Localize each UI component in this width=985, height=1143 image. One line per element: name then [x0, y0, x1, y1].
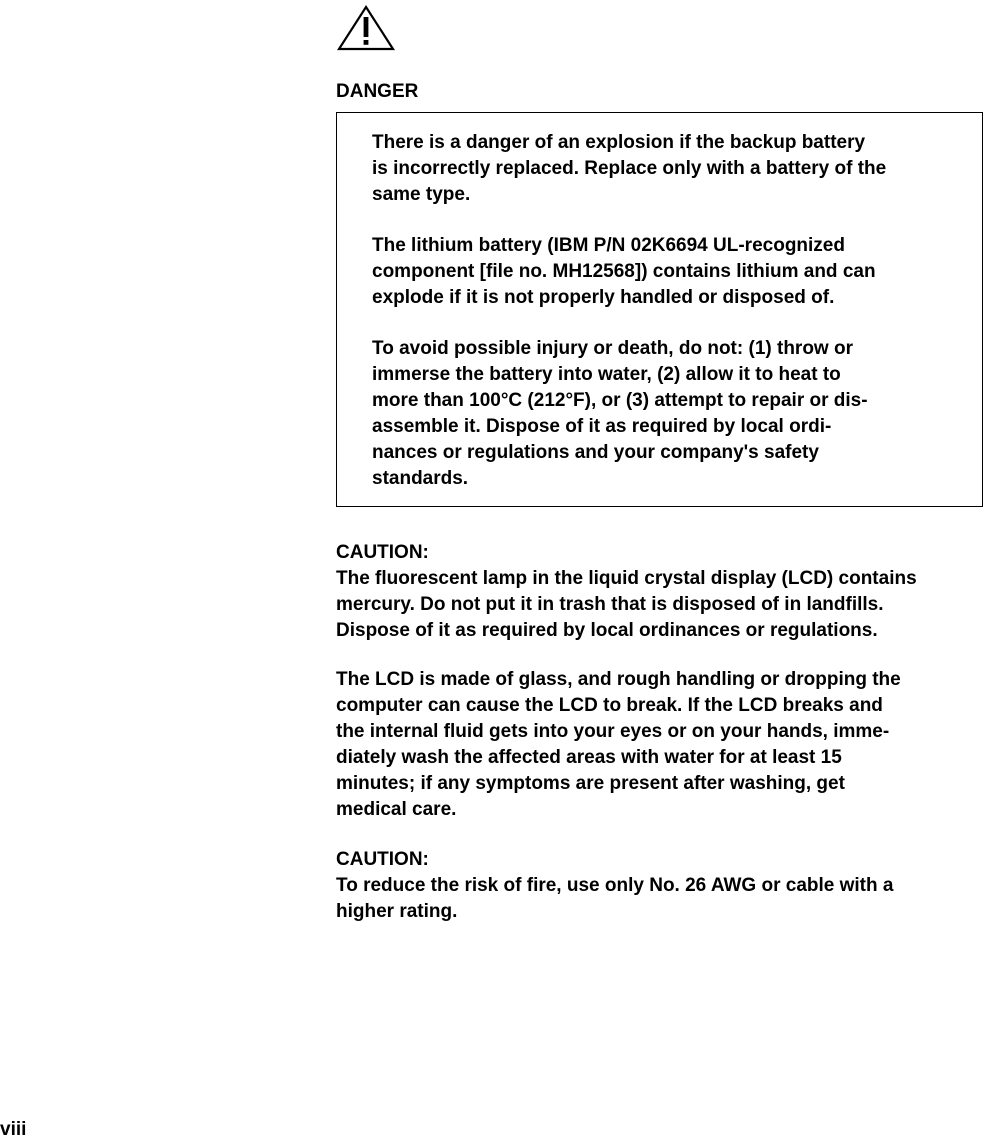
caution-lcd-heading: CAUTION: [336, 542, 429, 563]
danger-paragraph-injury-avoidance: To avoid possible injury or death, do not: (1) throw or immerse the battery into water, (2) allow it to heat to more than 100°C (212°F), or (3) attempt to repair or dis- assemble it. Dispose of it as required by local ordi- nances or regulations and your company's safety standards. [372, 338, 868, 489]
danger-paragraph-lithium-battery: The lithium battery (IBM P/N 02K6694 UL-recognized component [file no. MH12568]) contains lithium and can explode if it is not properly handled or disposed of. [372, 235, 876, 308]
caution-lcd-mercury-text: The fluorescent lamp in the liquid crystal display (LCD) contains mercury. Do not put it in trash that is disposed of in landfills. Dispose of it as required by local ordinances or regulations. [336, 568, 917, 641]
lcd-glass-warning-text: The LCD is made of glass, and rough handling or dropping the computer can cause the LCD to break. If the LCD breaks and the internal fluid gets into your eyes or on your hands, imme- diately wash the affected areas with water for at least 15 minutes; if any symptoms are present after washing, get medical care. [336, 669, 901, 820]
page-number: viii [0, 1119, 27, 1140]
danger-heading: DANGER [336, 81, 419, 102]
caution-fire-heading: CAUTION: [336, 849, 429, 870]
warning-triangle-icon [336, 4, 396, 52]
caution-fire-text: To reduce the risk of fire, use only No. 26 AWG or cable with a higher rating. [336, 875, 894, 922]
danger-paragraph-battery-replacement: There is a danger of an explosion if the backup battery is incorrectly replaced. Replace only with a battery of the same type. [372, 132, 887, 205]
